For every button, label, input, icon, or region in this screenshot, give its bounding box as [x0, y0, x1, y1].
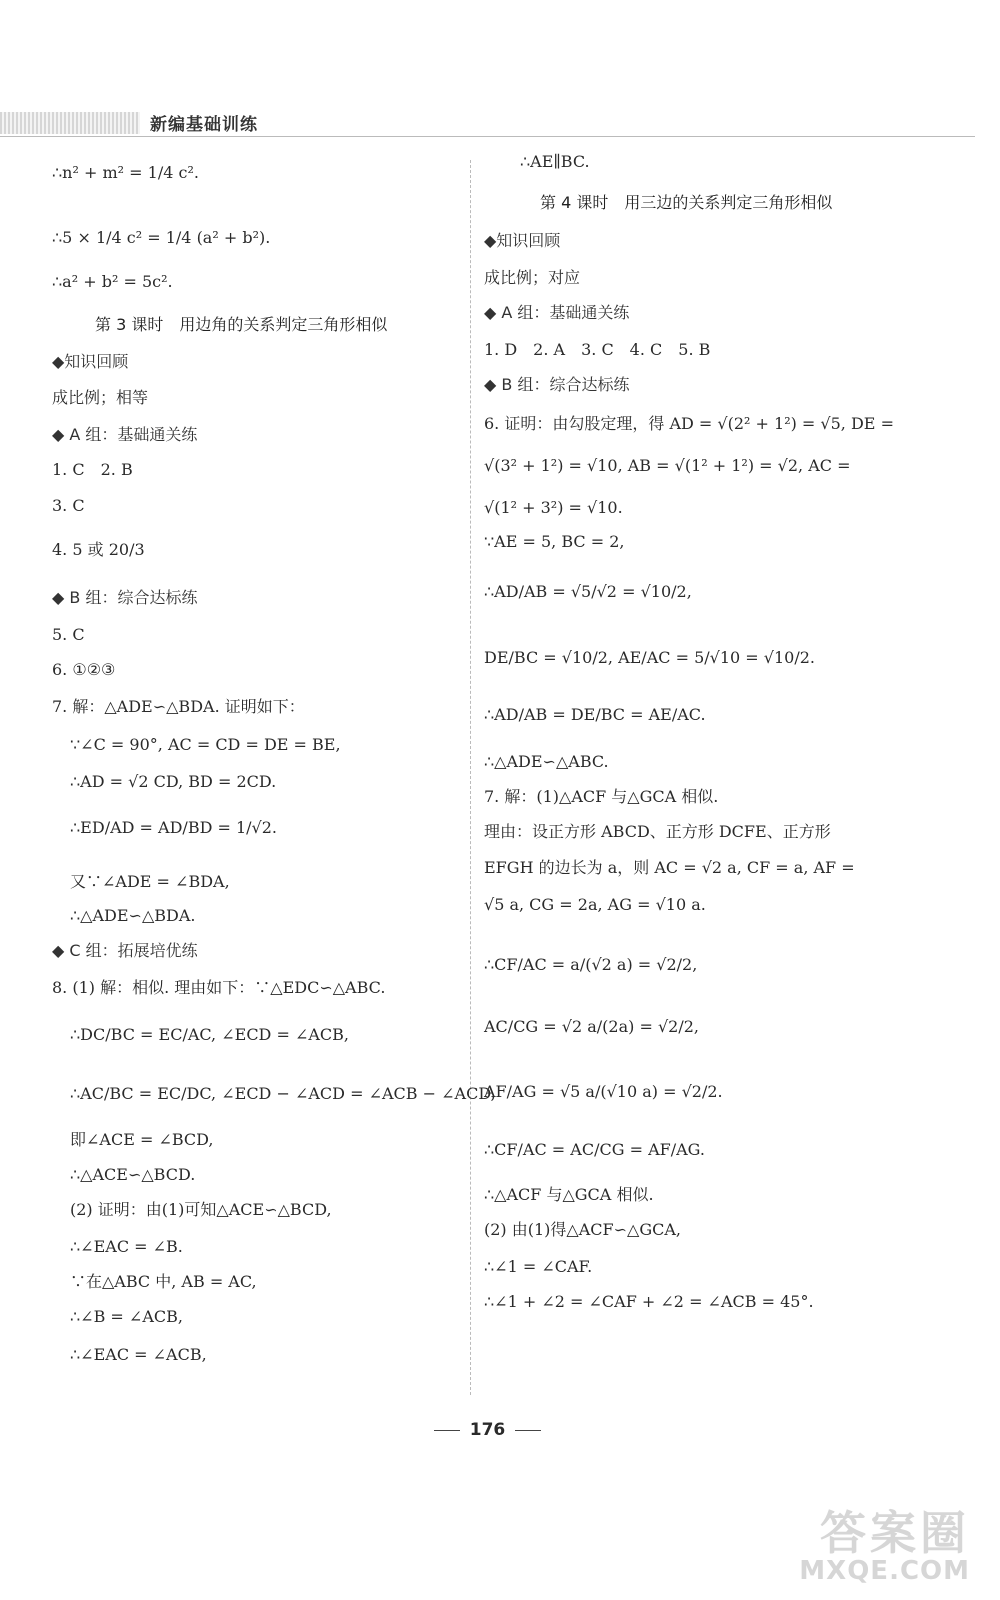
left-line: ∵∠C = 90°, AC = CD = DE = BE, — [70, 735, 341, 754]
right-line: ∴△ADE∽△ABC. — [484, 752, 609, 771]
header-decoration — [0, 112, 140, 134]
right-line: ◆ A 组：基础通关练 — [484, 303, 630, 322]
right-line: 6. 证明：由勾股定理，得 AD = √(2² + 1²) = √5, DE = — [484, 414, 894, 433]
left-line: ◆ B 组：综合达标练 — [52, 588, 198, 607]
left-line: ∴△ADE∽△BDA. — [70, 906, 196, 925]
right-line: 理由：设正方形 ABCD、正方形 DCFE、正方形 — [484, 822, 831, 841]
right-line: ◆知识回顾 — [484, 231, 561, 250]
left-line: 3. C — [52, 496, 85, 515]
left-line: ∴△ACE∽△BCD. — [70, 1165, 196, 1184]
right-line: √5 a, CG = 2a, AG = √10 a. — [484, 895, 706, 914]
left-line: ∴AD = √2 CD, BD = 2CD. — [70, 772, 277, 791]
right-line: ∴△ACF 与△GCA 相似. — [484, 1185, 654, 1204]
left-line: 第 3 课时 用边角的关系判定三角形相似 — [95, 315, 388, 334]
left-line: 7. 解：△ADE∽△BDA. 证明如下： — [52, 697, 305, 716]
left-line: ◆ C 组：拓展培优练 — [52, 941, 198, 960]
left-line: ∴n² + m² = 1/4 c². — [52, 163, 199, 182]
footer-dash-right — [515, 1430, 541, 1431]
left-line: 8. (1) 解：相似. 理由如下：∵△EDC∽△ABC. — [52, 978, 386, 997]
right-line: 成比例；对应 — [484, 268, 581, 287]
right-line: EFGH 的边长为 a，则 AC = √2 a, CF = a, AF = — [484, 858, 855, 877]
left-line: ◆ A 组：基础通关练 — [52, 425, 198, 444]
right-line: 1. D 2. A 3. C 4. C 5. B — [484, 340, 711, 359]
right-line: AC/CG = √2 a/(2a) = √2/2, — [484, 1017, 699, 1036]
left-line: ∴∠B = ∠ACB, — [70, 1307, 183, 1326]
left-line: ◆知识回顾 — [52, 352, 129, 371]
left-line: 6. ①②③ — [52, 660, 116, 679]
left-line: 1. C 2. B — [52, 460, 133, 479]
watermark-logo — [799, 1506, 970, 1586]
right-line: 第 4 课时 用三边的关系判定三角形相似 — [540, 193, 833, 212]
book-title: 新编基础训练 — [150, 115, 258, 135]
left-line: 即∠ACE = ∠BCD, — [70, 1130, 214, 1149]
left-line: ∴a² + b² = 5c². — [52, 272, 173, 291]
left-line: 又∵∠ADE = ∠BDA, — [70, 872, 230, 891]
right-line: DE/BC = √10/2, AE/AC = 5/√10 = √10/2. — [484, 648, 815, 667]
page-number: 176 — [469, 1420, 506, 1440]
right-line: √(3² + 1²) = √10, AB = √(1² + 1²) = √2, AC = — [484, 456, 851, 475]
left-line: (2) 证明：由(1)可知△ACE∽△BCD, — [70, 1200, 332, 1219]
left-line: ∴AC/BC = EC/DC, ∠ECD − ∠ACD = ∠ACB − ∠ACD, — [70, 1084, 496, 1103]
right-line: ∴AE∥BC. — [520, 152, 590, 171]
page-footer — [0, 1420, 975, 1440]
left-line: ∴ED/AD = AD/BD = 1/√2. — [70, 818, 278, 837]
right-line: ◆ B 组：综合达标练 — [484, 375, 630, 394]
left-line: ∴∠EAC = ∠B. — [70, 1237, 183, 1256]
right-line: ∴AD/AB = DE/BC = AE/AC. — [484, 705, 706, 724]
right-line: 7. 解：(1)△ACF 与△GCA 相似. — [484, 787, 719, 806]
left-line: ∵在△ABC 中, AB = AC, — [70, 1272, 257, 1291]
right-line: √(1² + 3²) = √10. — [484, 498, 623, 517]
right-line: ∴∠1 = ∠CAF. — [484, 1257, 593, 1276]
column-divider — [470, 160, 471, 1395]
watermark-text: 答案圈 — [820, 1506, 970, 1560]
left-line: ∴5 × 1/4 c² = 1/4 (a² + b²). — [52, 228, 271, 247]
left-line: 5. C — [52, 625, 85, 644]
left-line: ∴DC/BC = EC/AC, ∠ECD = ∠ACB, — [70, 1025, 350, 1044]
right-line: AF/AG = √5 a/(√10 a) = √2/2. — [484, 1082, 723, 1101]
left-line: 成比例；相等 — [52, 388, 149, 407]
right-line: (2) 由(1)得△ACF∽△GCA, — [484, 1220, 681, 1239]
watermark-url: MXQE.COM — [799, 1556, 970, 1586]
right-line: ∴AD/AB = √5/√2 = √10/2, — [484, 582, 692, 601]
right-line: ∵AE = 5, BC = 2, — [484, 532, 625, 551]
left-line: 4. 5 或 20/3 — [52, 540, 145, 559]
right-line: ∴CF/AC = a/(√2 a) = √2/2, — [484, 955, 698, 974]
header-rule — [0, 136, 975, 137]
footer-dash-left — [434, 1430, 460, 1431]
right-line: ∴∠1 + ∠2 = ∠CAF + ∠2 = ∠ACB = 45°. — [484, 1292, 814, 1311]
left-line: ∴∠EAC = ∠ACB, — [70, 1345, 207, 1364]
right-line: ∴CF/AC = AC/CG = AF/AG. — [484, 1140, 705, 1159]
